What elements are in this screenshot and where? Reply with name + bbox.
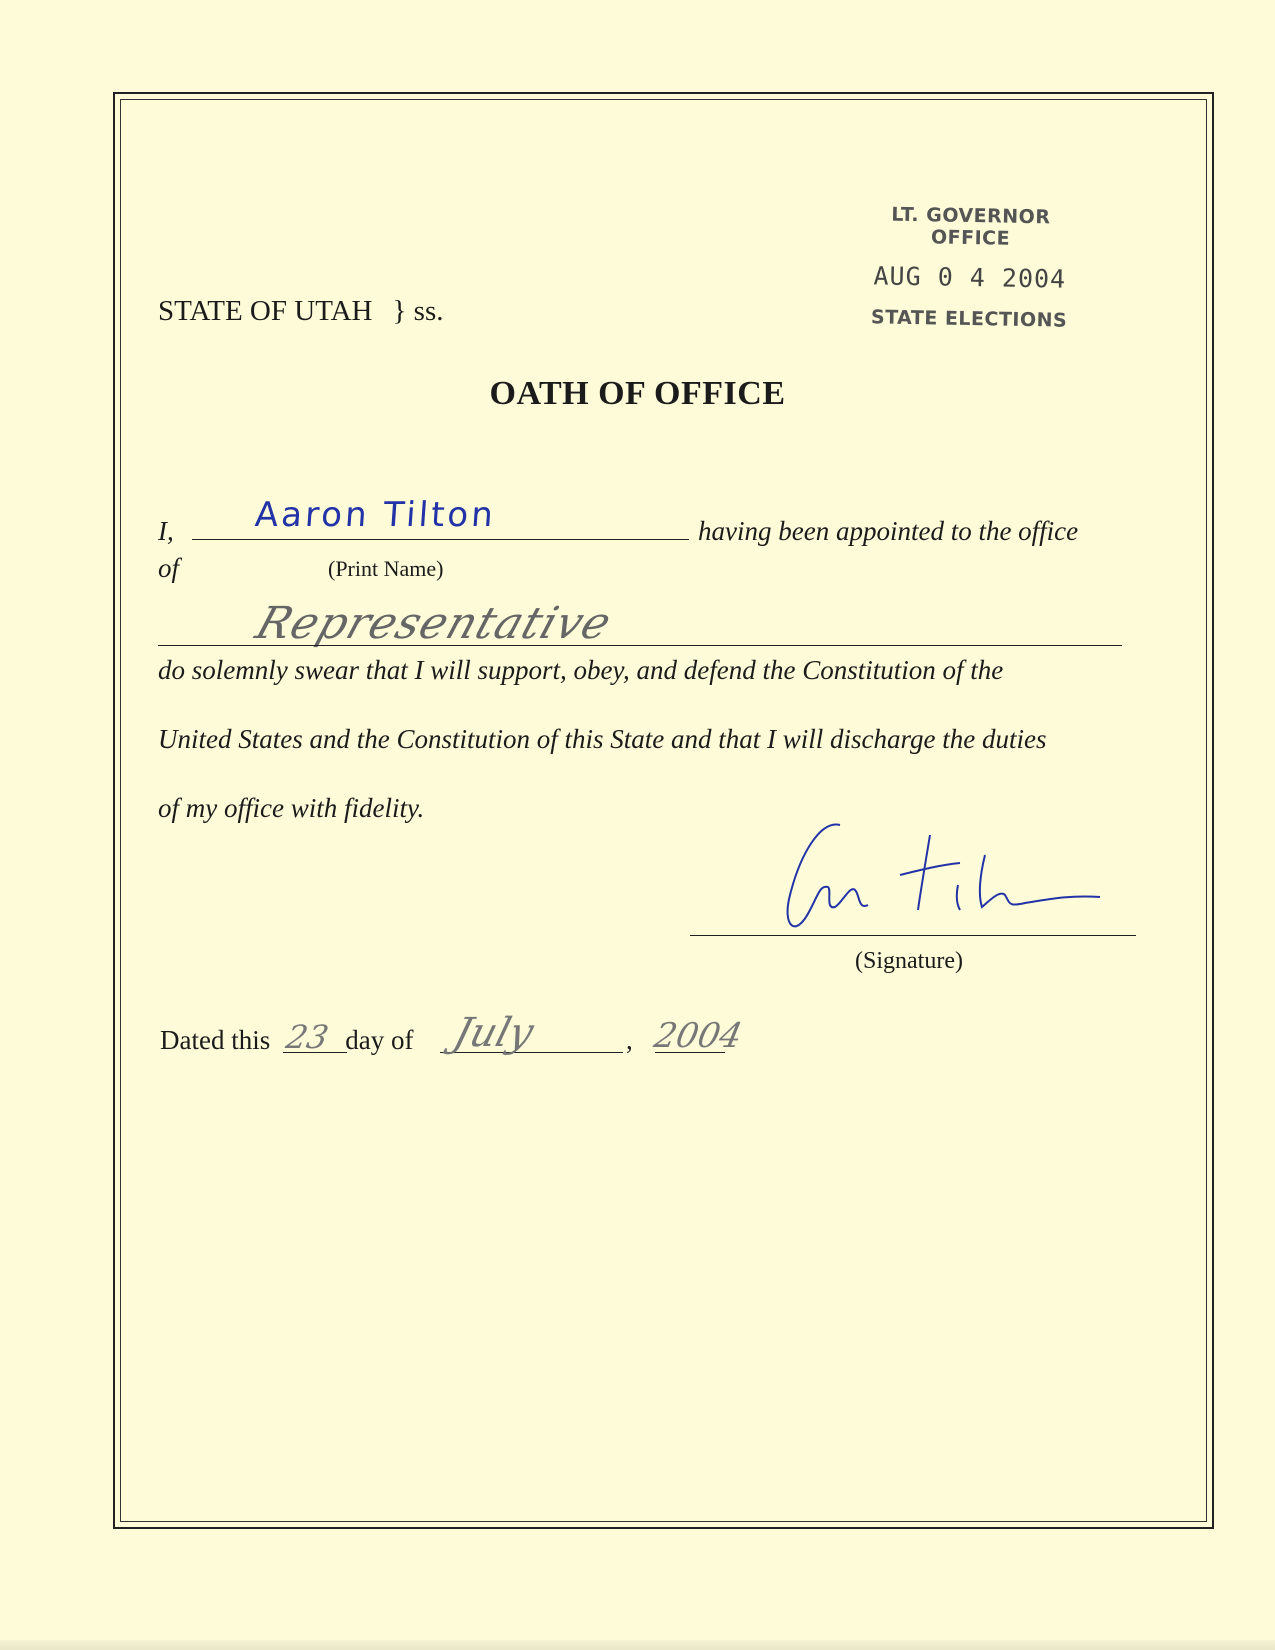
stamp-office: LT. GOVERNOR OFFICE (891, 203, 1051, 250)
appointed-text: having been appointed to the office (698, 516, 1079, 546)
name-field-line (192, 539, 689, 540)
ss-notation: } ss. (392, 295, 444, 327)
handwritten-name: Aaron Tilton (253, 495, 498, 535)
state-name: STATE OF UTAH (158, 295, 373, 327)
signature-line (690, 935, 1136, 936)
i-prefix: I, (158, 516, 174, 546)
handwritten-office: Representative (249, 598, 619, 649)
date-comma: , (626, 1025, 633, 1055)
oath-text-line: do solemnly swear that I will support, obey, and defend the Constitution of the (158, 655, 1004, 685)
received-stamp (849, 203, 1091, 332)
paper-edge (0, 1640, 1275, 1650)
document-title: OATH OF OFFICE (489, 375, 786, 412)
handwritten-year: 2004 (650, 1016, 746, 1056)
oath-text-line: United States and the Constitution of this State and that I will discharge the duties (158, 724, 1047, 754)
signature-label: (Signature) (855, 948, 963, 974)
oath-text-line: of my office with fidelity. (158, 793, 425, 823)
of-text: of (158, 553, 180, 583)
stamp-date: AUG 0 4 2004 (873, 261, 1067, 294)
stamp-department: STATE ELECTIONS (870, 306, 1068, 332)
office-field-line (158, 645, 1122, 646)
day-of-text: day of (345, 1025, 414, 1055)
print-name-label: (Print Name) (328, 556, 444, 581)
dated-prefix: Dated this (160, 1025, 271, 1055)
signature (780, 815, 1110, 960)
handwritten-month: July (448, 1010, 539, 1056)
handwritten-day: 23 (282, 1018, 332, 1056)
state-heading (158, 295, 443, 328)
